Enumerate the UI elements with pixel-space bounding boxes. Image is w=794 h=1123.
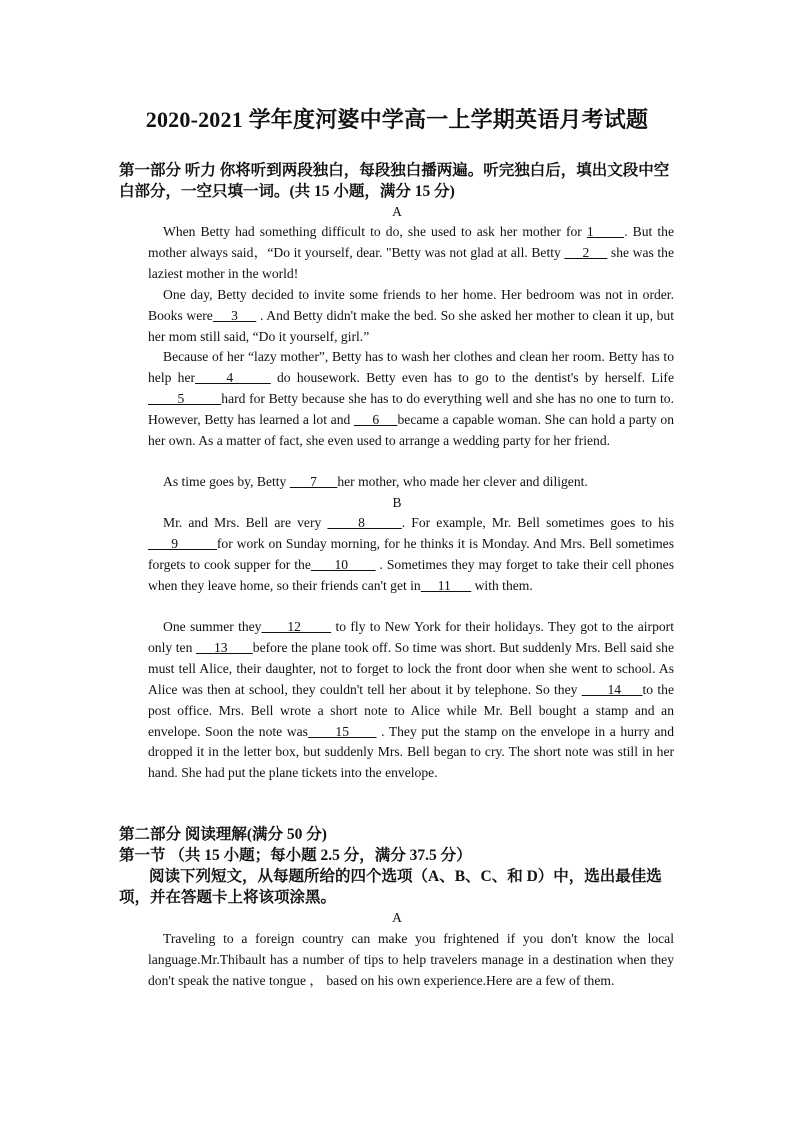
text: One summer they	[163, 619, 262, 634]
passage-a-label: A	[392, 204, 402, 219]
text: . Sometimes they may forget to take their cell phones when they leave home, so their friends can't get in	[148, 556, 674, 593]
text: When Betty had something difficult to do, she used to ask her mother for	[163, 224, 587, 239]
text: . But the mother always said，“Do it yourself, dear. "Betty was not glad at all. Betty	[148, 224, 674, 260]
text: hard for Betty because she has to do everything well and she has no one to turn to. However, Betty has learned a lot and	[148, 390, 674, 427]
part2-passage-a-label: A	[392, 910, 402, 925]
blank-14[interactable]: 14	[581, 681, 643, 697]
text: before the plane took off. So time was short. But suddenly Mrs. Bell said she must tell Alice, their daughter, not to forget to lock the front door when she went to school. As Alice was then at school, they couldn't tell her about it by telephone. So they	[148, 639, 675, 697]
passage-a-paragraph-2	[148, 285, 674, 348]
passage-a-paragraph-1	[148, 222, 674, 285]
blank-2[interactable]: 2	[564, 244, 608, 260]
passage-b-paragraph-1	[148, 513, 674, 597]
part2-instruction: 阅读下列短文，从每题所给的四个选项（A、B、C、和 D）中，选出最佳选项，并在答题卡上将该项涂黑。	[119, 868, 662, 906]
text: do housework. Betty even has to go to the dentist's by herself. Life	[270, 369, 674, 385]
passage-a-paragraph-4	[148, 472, 674, 493]
page-title: 2020-2021 学年度河婆中学高一上学期英语月考试题	[145, 107, 649, 132]
blank-6[interactable]: 6	[353, 411, 398, 427]
blank-4[interactable]: 4	[195, 369, 271, 385]
text: she was the laziest mother in the world!	[148, 244, 674, 281]
passage-a-paragraph-3	[148, 347, 674, 452]
text: for work on Sunday morning, for he thinks it is Monday. And Mrs. Bell sometimes forgets to cook supper for the	[148, 535, 674, 572]
blank-5[interactable]: 5	[148, 390, 222, 406]
blank-7[interactable]: 7	[289, 474, 338, 489]
text: . They put the stamp on the envelope in a hurry and dropped it in the letter box, but suddenly Mrs. Bell began to cry. The short note was still in her hand. She had put the plane tickets into the envelope.	[148, 723, 674, 781]
blank-11[interactable]: 11	[420, 577, 472, 593]
blank-9[interactable]: 9	[148, 535, 217, 551]
text: with them.	[471, 577, 533, 593]
part2-section1: 第一节 （共 15 小题；每小题 2.5 分，满分 37.5 分）	[119, 847, 472, 864]
text: Because of her “lazy mother”, Betty has to wash her clothes and clean her room. Betty has to help her	[148, 349, 674, 385]
blank-8[interactable]: 8	[327, 515, 402, 530]
blank-1[interactable]: 1	[586, 224, 625, 239]
text: . And Betty didn't make the bed. So she asked her mother to clean it up, but her mom still said, “Do it yourself, girl.”	[148, 307, 675, 344]
blank-10[interactable]: 10	[310, 556, 376, 572]
blank-12[interactable]: 12	[261, 619, 332, 634]
text: became a capable woman. She can hold a party on her own. As a matter of fact, she even used to arrange a wedding party for her friend.	[148, 411, 674, 448]
passage-b-paragraph-2	[148, 617, 674, 784]
part2-passage-a-paragraph-1: Traveling to a foreign country can make you frightened if you don't know the local language.Mr.Thibault has a number of tips to help travelers manage in a destination when they don't speak the native tongue ， based on his own experience.Here are a few of them.	[148, 931, 674, 988]
text: to fly to New York for their holidays. They got to the airport only ten	[148, 619, 674, 655]
part1-heading: 第一部分 听力 你将听到两段独白，每段独白播两遍。听完独白后，填出文段中空白部分，一空只填一词。(共 15 小题，满分 15 分)	[119, 162, 670, 200]
blank-3[interactable]: 3	[212, 307, 257, 323]
blank-13[interactable]: 13	[195, 639, 253, 655]
part2-heading: 第二部分 阅读理解(满分 50 分)	[119, 826, 327, 843]
text: her mother, who made her clever and diligent.	[337, 474, 588, 489]
text: One day, Betty decided to invite some friends to her home. Her bedroom was not in order. Books were	[148, 287, 674, 323]
text: . For example, Mr. Bell sometimes goes to his	[401, 515, 674, 530]
text: to the post office. Mrs. Bell wrote a short note to Alice while Mr. Bell bought a stamp and an envelope. Soon the note was	[148, 681, 674, 739]
passage-b-label: B	[392, 495, 402, 510]
text: Mr. and Mrs. Bell are very	[163, 515, 328, 530]
text: As time goes by, Betty	[163, 474, 290, 489]
blank-15[interactable]: 15	[307, 723, 377, 739]
